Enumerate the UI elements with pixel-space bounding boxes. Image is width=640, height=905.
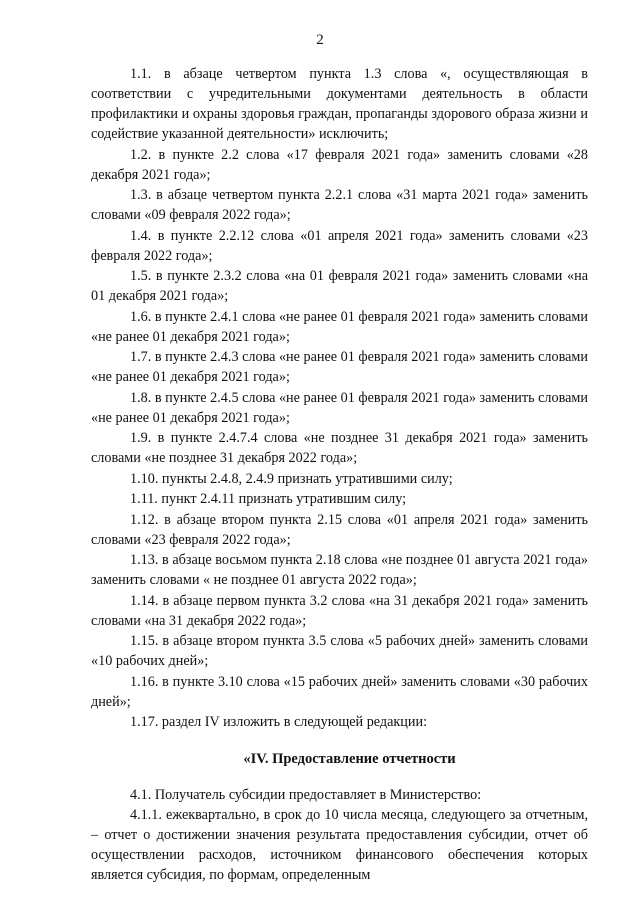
paragraph-1-17: 1.17. раздел IV изложить в следующей редакции: (130, 714, 428, 730)
paragraph-1-16: 1.16. в пункте 3.10 слова «15 рабочих дней» заменить словами «30 рабочих дней»; (91, 673, 588, 710)
paragraph-1-8: 1.8. в пункте 2.4.5 слова «не ранее 01 февраля 2021 года» заменить словами «не ранее 01 декабря 2021 года»; (91, 389, 588, 426)
paragraph-1-12: 1.12. в абзаце втором пункта 2.15 слова «01 апреля 2021 года» заменить словами «23 февраля 2022 года»; (91, 511, 588, 548)
paragraph-1-11: 1.11. пункт 2.4.11 признать утратившим силу; (130, 491, 407, 507)
paragraph-1-7: 1.7. в пункте 2.4.3 слова «не ранее 01 февраля 2021 года» заменить словами «не ранее 01 декабря 2021 года»; (91, 349, 588, 385)
paragraph-1-14: 1.14. в абзаце первом пункта 3.2 слова «на 31 декабря 2021 года» заменить словами «на 31 декабря 2022 года»; (91, 592, 588, 629)
paragraph-1-1: 1.1. в абзаце четвертом пункта 1.3 слова «, осуществляющая в соответствии с учредительными документами деятельность в области профилактики и охраны здоровья граждан, пропаганды здорового образа жизни и содействие указанной деятельности» исключить; (91, 66, 588, 142)
paragraph-1-2: 1.2. в пункте 2.2 слова «17 февраля 2021 года» заменить словами «28 декабря 2021 года»; (91, 146, 588, 183)
paragraph-1-3: 1.3. в абзаце четвертом пункта 2.2.1 слова «31 марта 2021 года» заменить словами «09 февраля 2022 года»; (91, 187, 588, 223)
page-number: 2 (316, 32, 324, 48)
paragraph-1-4: 1.4. в пункте 2.2.12 слова «01 апреля 2021 года» заменить словами «23 февраля 2022 года»; (91, 227, 588, 264)
paragraph-4-1-1: 4.1.1. ежеквартально, в срок до 10 числа месяца, следующего за отчетным, – отчет о достижении значения результата предоставления субсидии, отчет об осуществлении расходов, источником финансового обеспечения которых является субсидия, по формам, определенным (91, 807, 588, 883)
paragraph-1-6: 1.6. в пункте 2.4.1 слова «не ранее 01 февраля 2021 года» заменить словами «не ранее 01 декабря 2021 года»; (91, 308, 588, 345)
paragraph-1-15: 1.15. в абзаце втором пункта 3.5 слова «5 рабочих дней» заменить словами «10 рабочих дней»; (91, 633, 588, 669)
paragraph-1-9: 1.9. в пункте 2.4.7.4 слова «не позднее 31 декабря 2021 года» заменить словами «не позднее 31 декабря 2022 года»; (91, 430, 588, 466)
paragraph-4-1: 4.1. Получатель субсидии предоставляет в Министерство: (130, 786, 482, 803)
section-heading: «IV. Предоставление отчетности (243, 750, 456, 767)
document-body (91, 64, 588, 886)
paragraph-1-13: 1.13. в абзаце восьмом пункта 2.18 слова «не позднее 01 августа 2021 года» заменить словами « не позднее 01 августа 2022 года»; (91, 552, 588, 588)
paragraph-1-5: 1.5. в пункте 2.3.2 слова «на 01 февраля 2021 года» заменить словами «на 01 декабря 2021 года»; (91, 268, 588, 304)
paragraph-1-10: 1.10. пункты 2.4.8, 2.4.9 признать утратившими силу; (130, 470, 453, 487)
